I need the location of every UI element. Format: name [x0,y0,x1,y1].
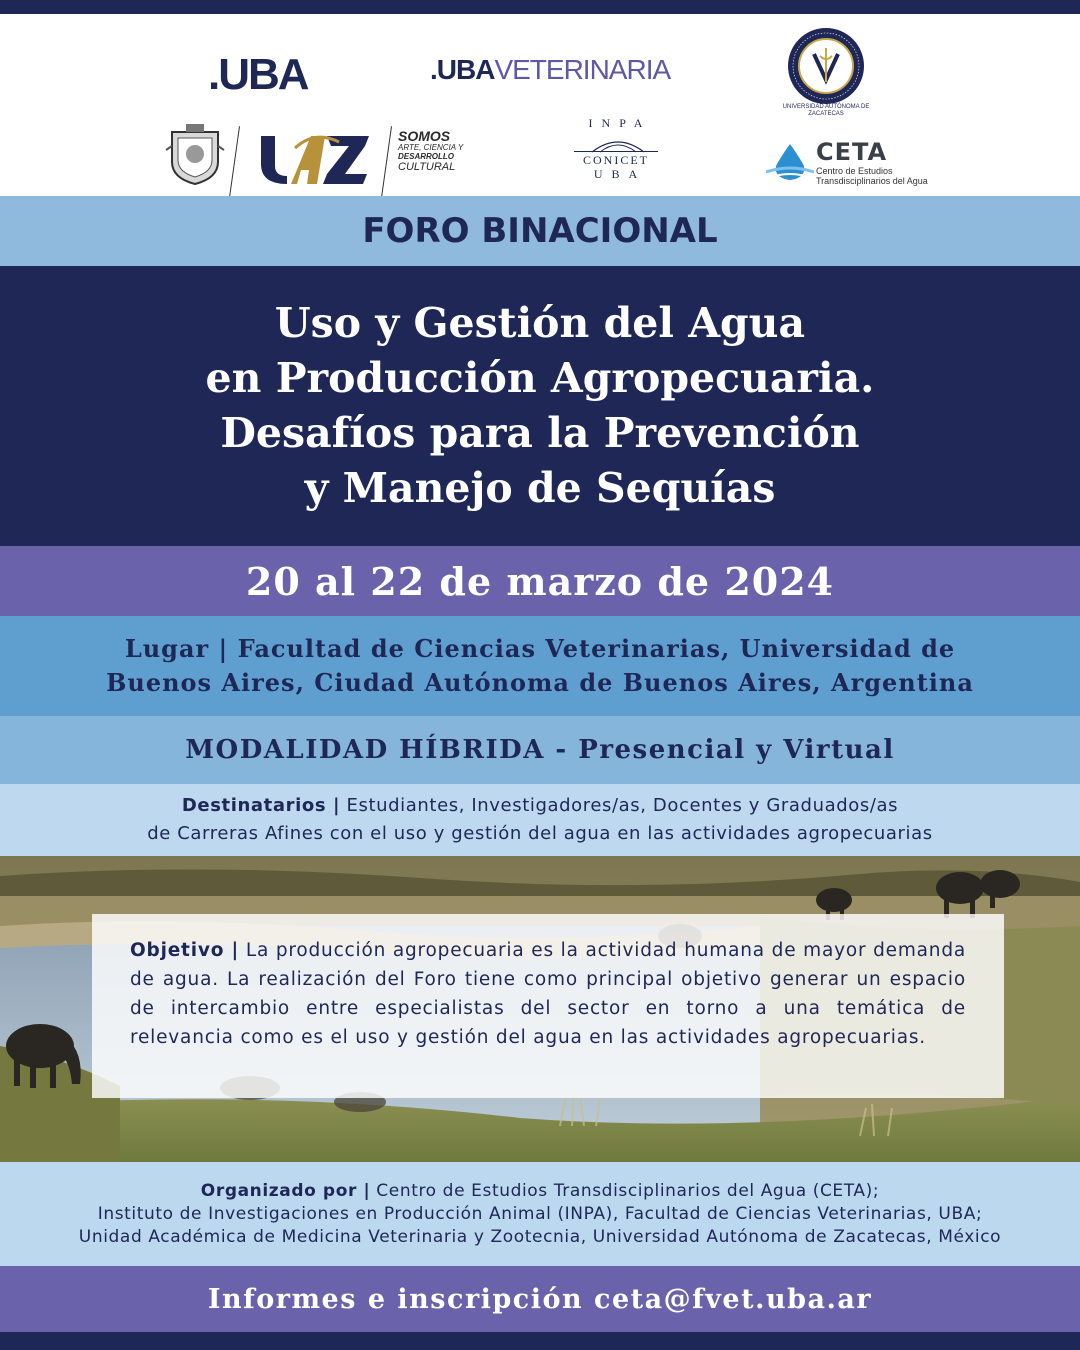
somos-line-1: ARTE, CIENCIA Y [398,143,464,152]
modality-band [0,716,1080,784]
ceta-subtitle-line-2: Transdisciplinarios del Agua [816,176,928,186]
audience-line-2: de Carreras Afines con el uso y gestión del agua en las actividades agropecuarias [147,823,933,844]
bottom-border-strip [0,1332,1080,1350]
organizers-line-2: Instituto de Investigaciones en Producción Animal (INPA), Facultad de Ciencias Veterinarias, UBA; [97,1203,983,1224]
audience-band [0,784,1080,856]
logo-divider [381,126,392,197]
ceta-name: CETA [816,138,888,166]
organizers-text-1: Centro de Estudios Transdisciplinarios del Agua (CETA); [376,1180,880,1201]
somos-title: SOMOS [398,128,451,144]
top-border-strip [0,0,1080,14]
venue-band [0,616,1080,716]
title-line-4: y Manejo de Sequías [304,464,776,512]
logo-divider [229,126,240,197]
title-band [0,266,1080,546]
contact-info: Informes e inscripción ceta@fvet.uba.ar [207,1283,873,1315]
objective-paragraph [130,936,966,1052]
contact-band [0,1266,1080,1332]
title-line-1: Uso y Gestión del Agua [274,299,806,347]
title-line-2: en Producción Agropecuaria. [205,354,875,402]
objective-label: Objetivo | [130,940,240,961]
inpa-uba-text: UBA [593,167,647,181]
venue-line-1: Lugar | Facultad de Ciencias Veterinarias, Universidad de [124,634,956,663]
modality: MODALIDAD HÍBRIDA - Presencial y Virtual [185,735,895,765]
audience-line-1 [182,792,898,820]
inpa-top-text: INPA [588,116,652,130]
date-band [0,546,1080,616]
organizers-band [0,1162,1080,1266]
inpa-arc-icon [588,132,648,154]
objective-text: La producción agropecuaria es la actividad humana de mayor demanda de agua. La realización del Foro tiene como principal objetivo generar un espacio de intercambio entre especialistas del sector en torno a una temática de relevancia como es el uso y gestión del agua en las actividades agropecuarias. [130,940,966,1048]
uamvz-seal-icon [786,26,866,106]
logo-bar [0,14,1080,196]
forum-label-band [0,196,1080,266]
organizers-line-3: Unidad Académica de Medicina Veterinaria y Zootecnia, Universidad Autónoma de Zacatecas, México [78,1226,1002,1247]
uamvz-seal-caption: UNIVERSIDAD AUTÓNOMA DE ZACATECAS [782,104,870,117]
uaz-logo-icon [255,126,375,190]
uba-logo: .UBA [208,50,308,99]
organizers-line-1 [201,1180,879,1203]
uba-veterinaria-bold: .UBA [430,54,495,85]
uaz-shield-icon [164,122,226,186]
somos-line-3: CULTURAL [398,161,456,173]
inpa-conicet-text: CONICET [574,151,658,168]
title-line-3: Desafíos para la Prevención [220,409,860,457]
uba-veterinaria-light: VETERINARIA [494,54,671,85]
somos-line-2: DESARROLLO [398,152,454,161]
ceta-water-drop-icon [766,142,814,182]
forum-label: FORO BINACIONAL [362,211,718,251]
objective-box [92,914,1004,1098]
audience-text-1: Estudiantes, Investigadores/as, Docentes y Graduados/as [346,795,899,816]
event-date: 20 al 22 de marzo de 2024 [245,558,835,604]
somos-logo [398,129,463,173]
organizers-label: Organizado por | [200,1180,371,1201]
audience-label: Destinatarios | [181,795,341,816]
venue-line-2: Buenos Aires, Ciudad Autónoma de Buenos Aires, Argentina [106,668,974,697]
ceta-subtitle [816,166,928,186]
ceta-subtitle-line-1: Centro de Estudios [816,166,893,176]
uba-veterinaria-logo [430,54,670,86]
